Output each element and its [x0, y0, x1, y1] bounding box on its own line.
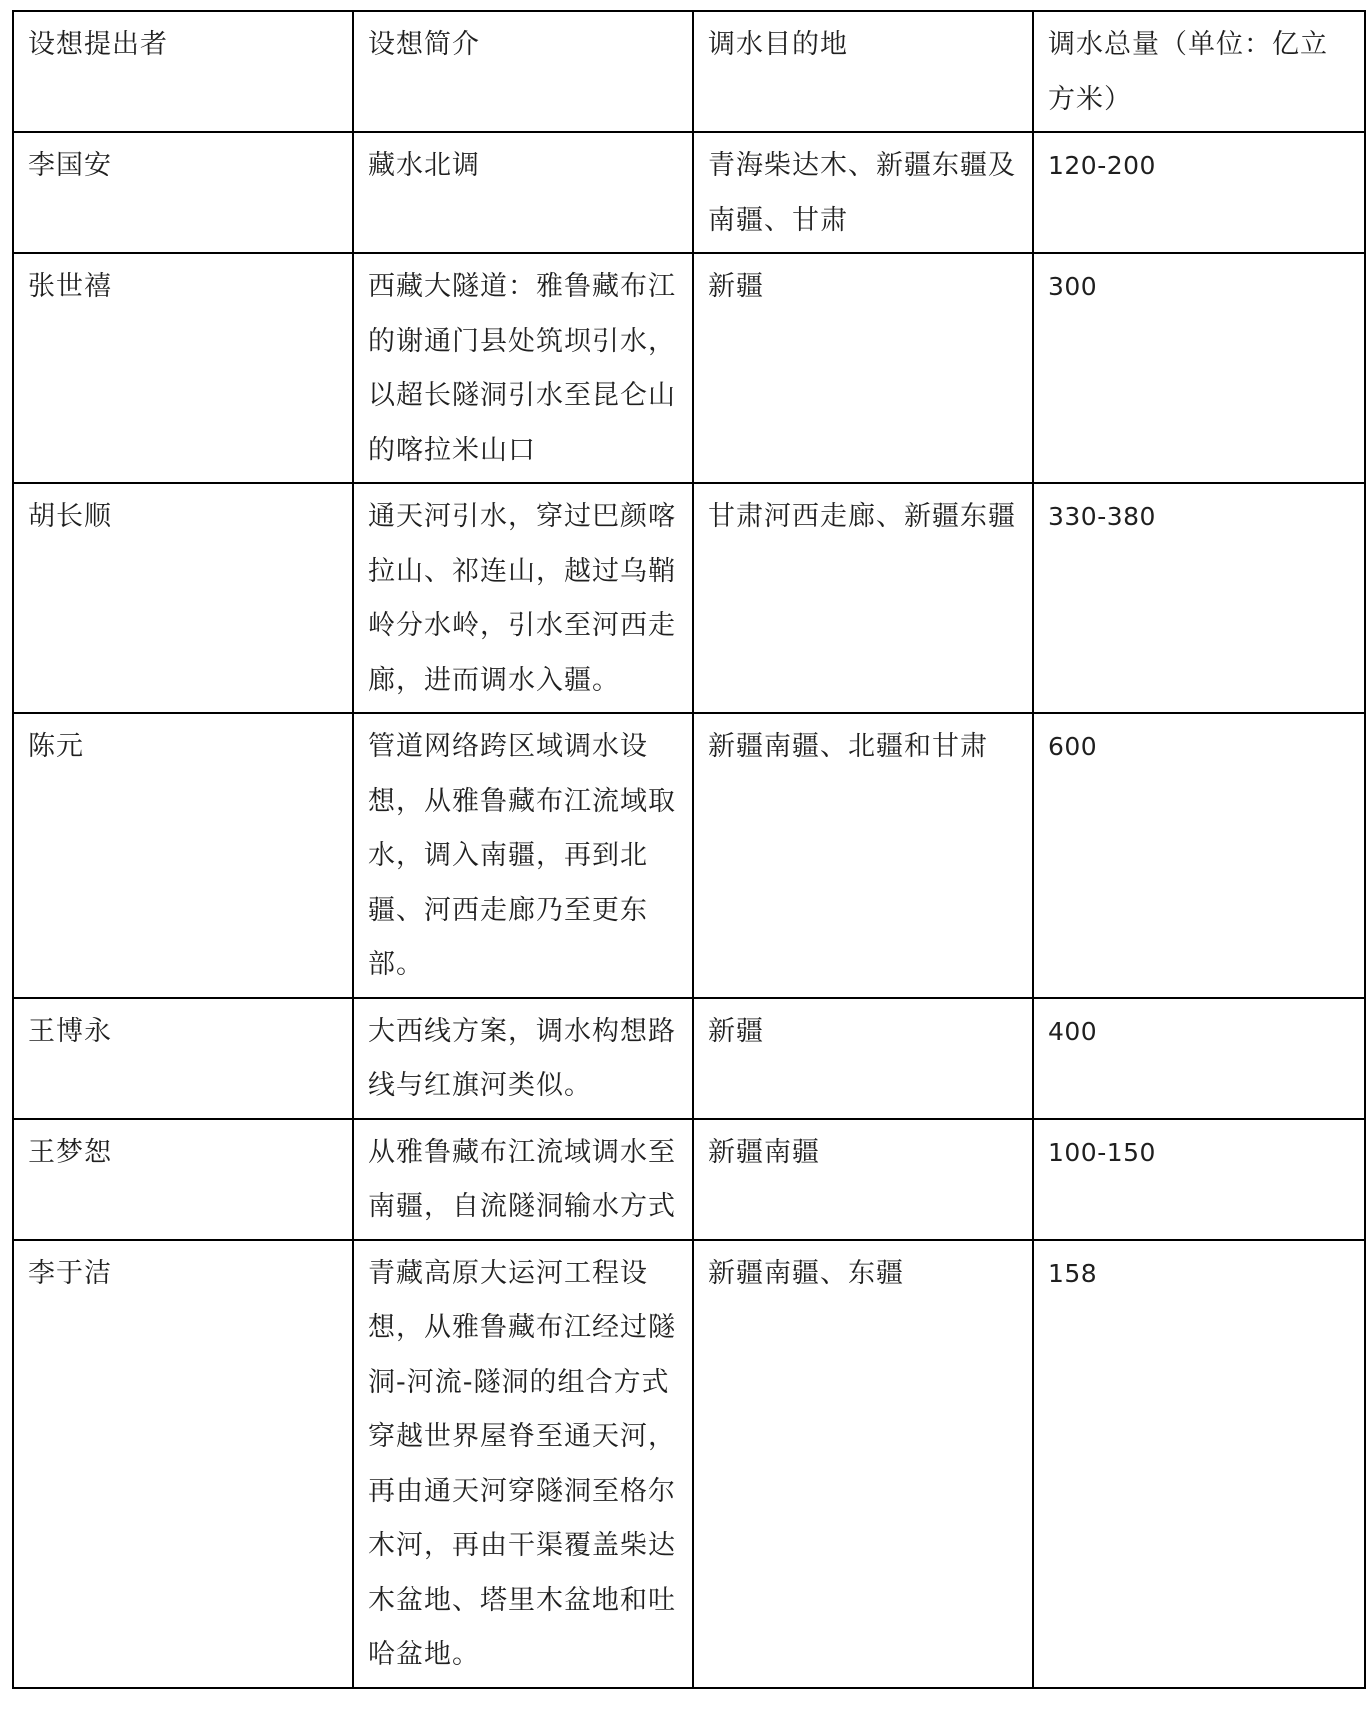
- water-diversion-proposals-table: [12, 10, 1366, 1689]
- header-destination: 调水目的地: [693, 11, 1033, 132]
- cell-volume: 330-380: [1033, 483, 1365, 713]
- table-row: [13, 483, 1365, 713]
- cell-volume: 120-200: [1033, 132, 1365, 253]
- cell-destination: 新疆: [693, 253, 1033, 483]
- cell-summary: 藏水北调: [353, 132, 693, 253]
- cell-proposer: 陈元: [13, 713, 353, 998]
- cell-proposer: 王梦恕: [13, 1119, 353, 1240]
- cell-volume: 400: [1033, 998, 1365, 1119]
- cell-destination: 新疆南疆: [693, 1119, 1033, 1240]
- header-proposer: 设想提出者: [13, 11, 353, 132]
- cell-destination: 新疆南疆、北疆和甘肃: [693, 713, 1033, 998]
- cell-destination: 甘肃河西走廊、新疆东疆: [693, 483, 1033, 713]
- cell-summary: 通天河引水，穿过巴颜喀拉山、祁连山，越过乌鞘岭分水岭，引水至河西走廊，进而调水入疆。: [353, 483, 693, 713]
- table-row: [13, 1119, 1365, 1240]
- cell-summary: 大西线方案，调水构想路线与红旗河类似。: [353, 998, 693, 1119]
- cell-destination: 新疆: [693, 998, 1033, 1119]
- header-volume: 调水总量（单位：亿立方米）: [1033, 11, 1365, 132]
- table-row: [13, 998, 1365, 1119]
- cell-volume: 158: [1033, 1240, 1365, 1688]
- table-row: [13, 253, 1365, 483]
- cell-proposer: 李于洁: [13, 1240, 353, 1688]
- table-row: [13, 713, 1365, 998]
- cell-summary: 西藏大隧道：雅鲁藏布江的谢通门县处筑坝引水，以超长隧洞引水至昆仑山的喀拉米山口: [353, 253, 693, 483]
- header-row: [13, 11, 1365, 132]
- cell-destination: 新疆南疆、东疆: [693, 1240, 1033, 1688]
- cell-proposer: 胡长顺: [13, 483, 353, 713]
- cell-destination: 青海柴达木、新疆东疆及南疆、甘肃: [693, 132, 1033, 253]
- cell-proposer: 李国安: [13, 132, 353, 253]
- cell-summary: 管道网络跨区域调水设想，从雅鲁藏布江流域取水，调入南疆，再到北疆、河西走廊乃至更东部。: [353, 713, 693, 998]
- cell-proposer: 王博永: [13, 998, 353, 1119]
- cell-volume: 100-150: [1033, 1119, 1365, 1240]
- table-row: [13, 1240, 1365, 1688]
- cell-proposer: 张世禧: [13, 253, 353, 483]
- table-row: [13, 132, 1365, 253]
- cell-summary: 青藏高原大运河工程设想，从雅鲁藏布江经过隧洞-河流-隧洞的组合方式穿越世界屋脊至通天河，再由通天河穿隧洞至格尔木河，再由干渠覆盖柴达木盆地、塔里木盆地和吐哈盆地。: [353, 1240, 693, 1688]
- cell-volume: 600: [1033, 713, 1365, 998]
- header-summary: 设想简介: [353, 11, 693, 132]
- cell-summary: 从雅鲁藏布江流域调水至南疆，自流隧洞输水方式: [353, 1119, 693, 1240]
- cell-volume: 300: [1033, 253, 1365, 483]
